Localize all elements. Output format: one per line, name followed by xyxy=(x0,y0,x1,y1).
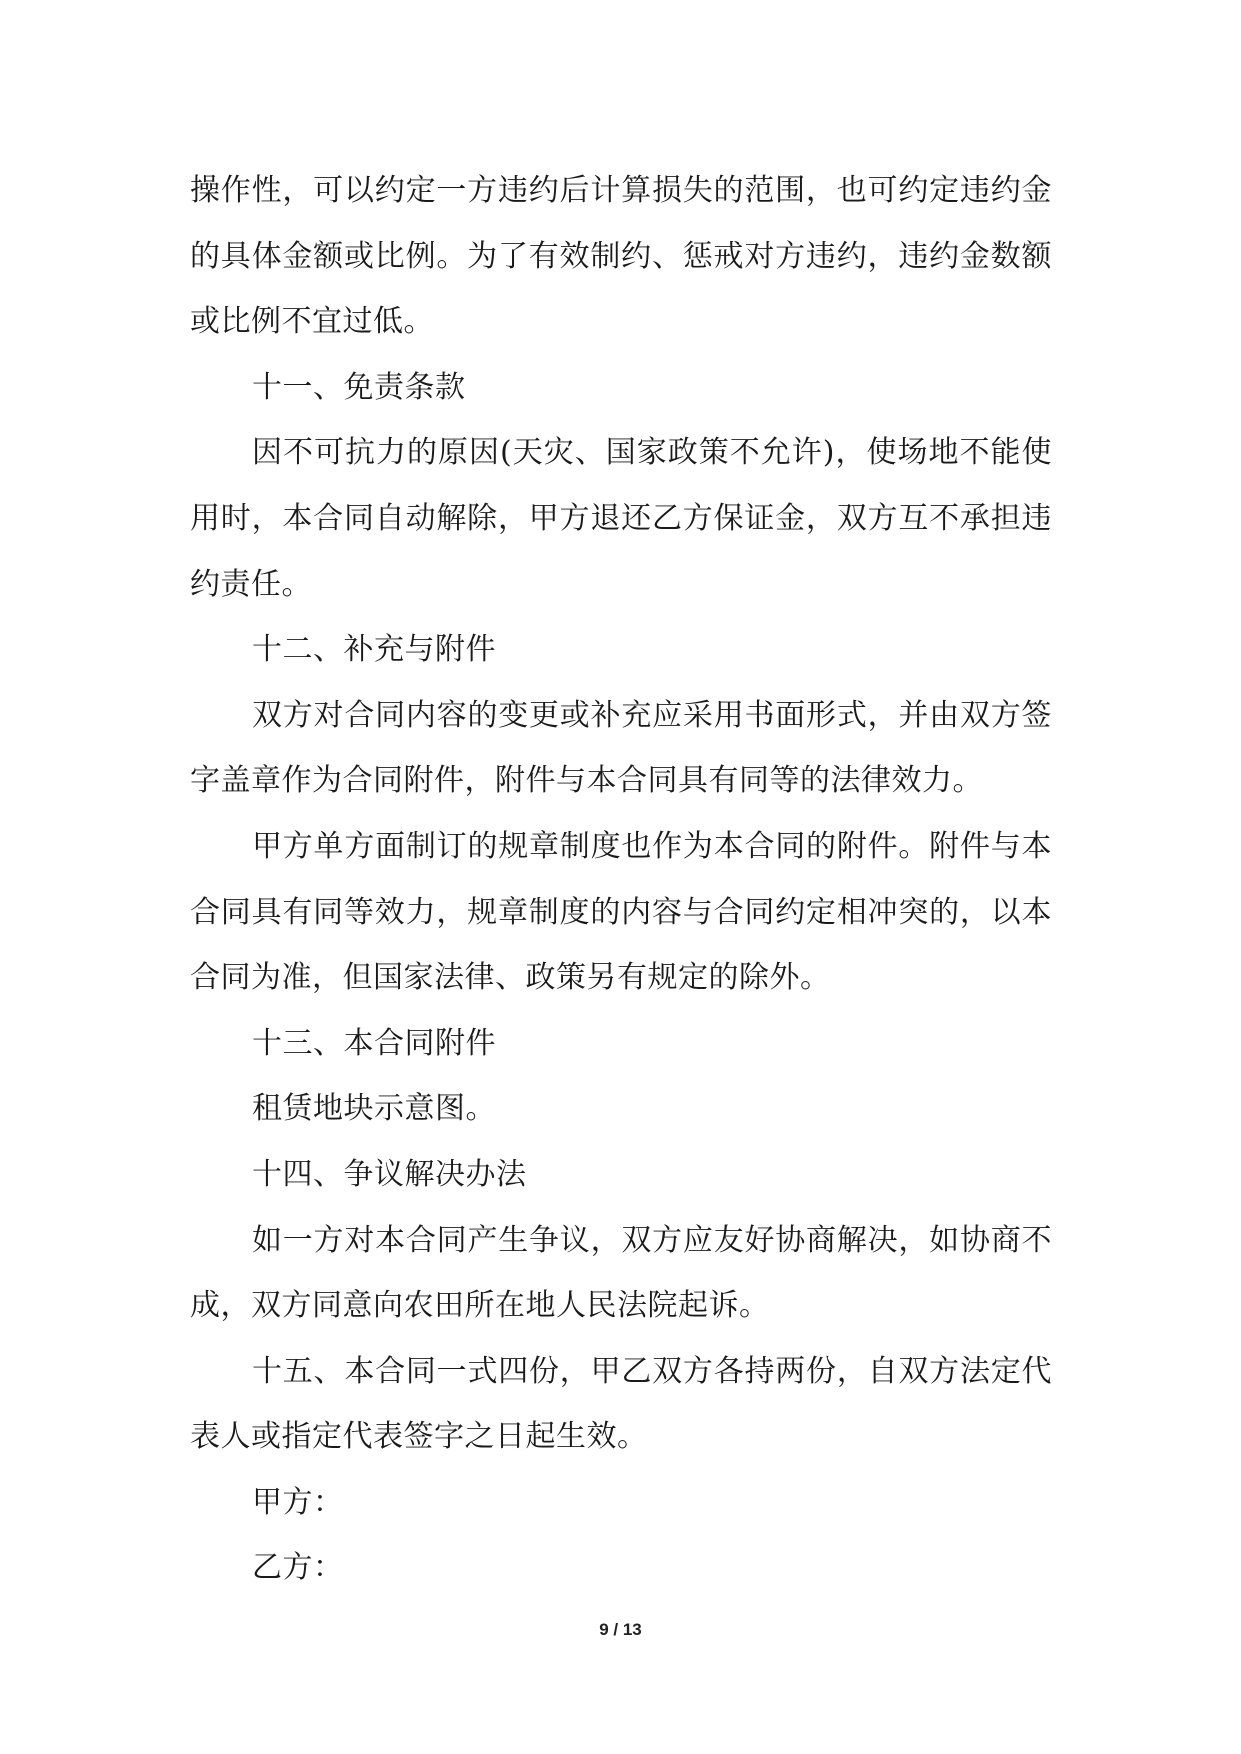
paragraph-copies-effectiveness: 十五、本合同一式四份，甲乙双方各持两份，自双方法定代表人或指定代表签字之日起生效。 xyxy=(190,1353,1052,1455)
heading-exemption-clause: 十一、免责条款 xyxy=(252,369,466,405)
paragraph-contract-changes: 双方对合同内容的变更或补充应采用书面形式，并由双方签字盖章作为合同附件，附件与本合同具有同等的法律效力。 xyxy=(190,697,1052,799)
signature-party-b: 乙方： xyxy=(252,1550,344,1586)
paragraph-liability-continued: 操作性，可以约定一方违约后计算损失的范围，也可约定违约金的具体金额或比例。为了有效制约、惩戒对方违约，违约金数额或比例不宜过低。 xyxy=(190,173,1052,340)
heading-dispute-resolution: 十四、争议解决办法 xyxy=(252,1156,527,1192)
heading-supplements-attachments: 十二、补充与附件 xyxy=(252,632,496,668)
paragraph-force-majeure: 因不可抗力的原因(天灾、国家政策不允许)，使场地不能使用时，本合同自动解除，甲方退还乙方保证金，双方互不承担违约责任。 xyxy=(190,435,1052,602)
paragraph-dispute-resolution: 如一方对本合同产生争议，双方应友好协商解决，如协商不成，双方同意向农田所在地人民法院起诉。 xyxy=(190,1222,1052,1324)
document-body xyxy=(190,158,1052,1601)
page-number: 9 / 13 xyxy=(599,1620,642,1639)
signature-party-a: 甲方： xyxy=(252,1484,344,1520)
paragraph-rules-regulations: 甲方单方面制订的规章制度也作为本合同的附件。附件与本合同具有同等效力，规章制度的内容与合同约定相冲突的，以本合同为准，但国家法律、政策另有规定的除外。 xyxy=(190,828,1052,996)
paragraph-plot-diagram: 租赁地块示意图。 xyxy=(252,1091,496,1127)
heading-contract-attachments: 十三、本合同附件 xyxy=(252,1025,496,1061)
